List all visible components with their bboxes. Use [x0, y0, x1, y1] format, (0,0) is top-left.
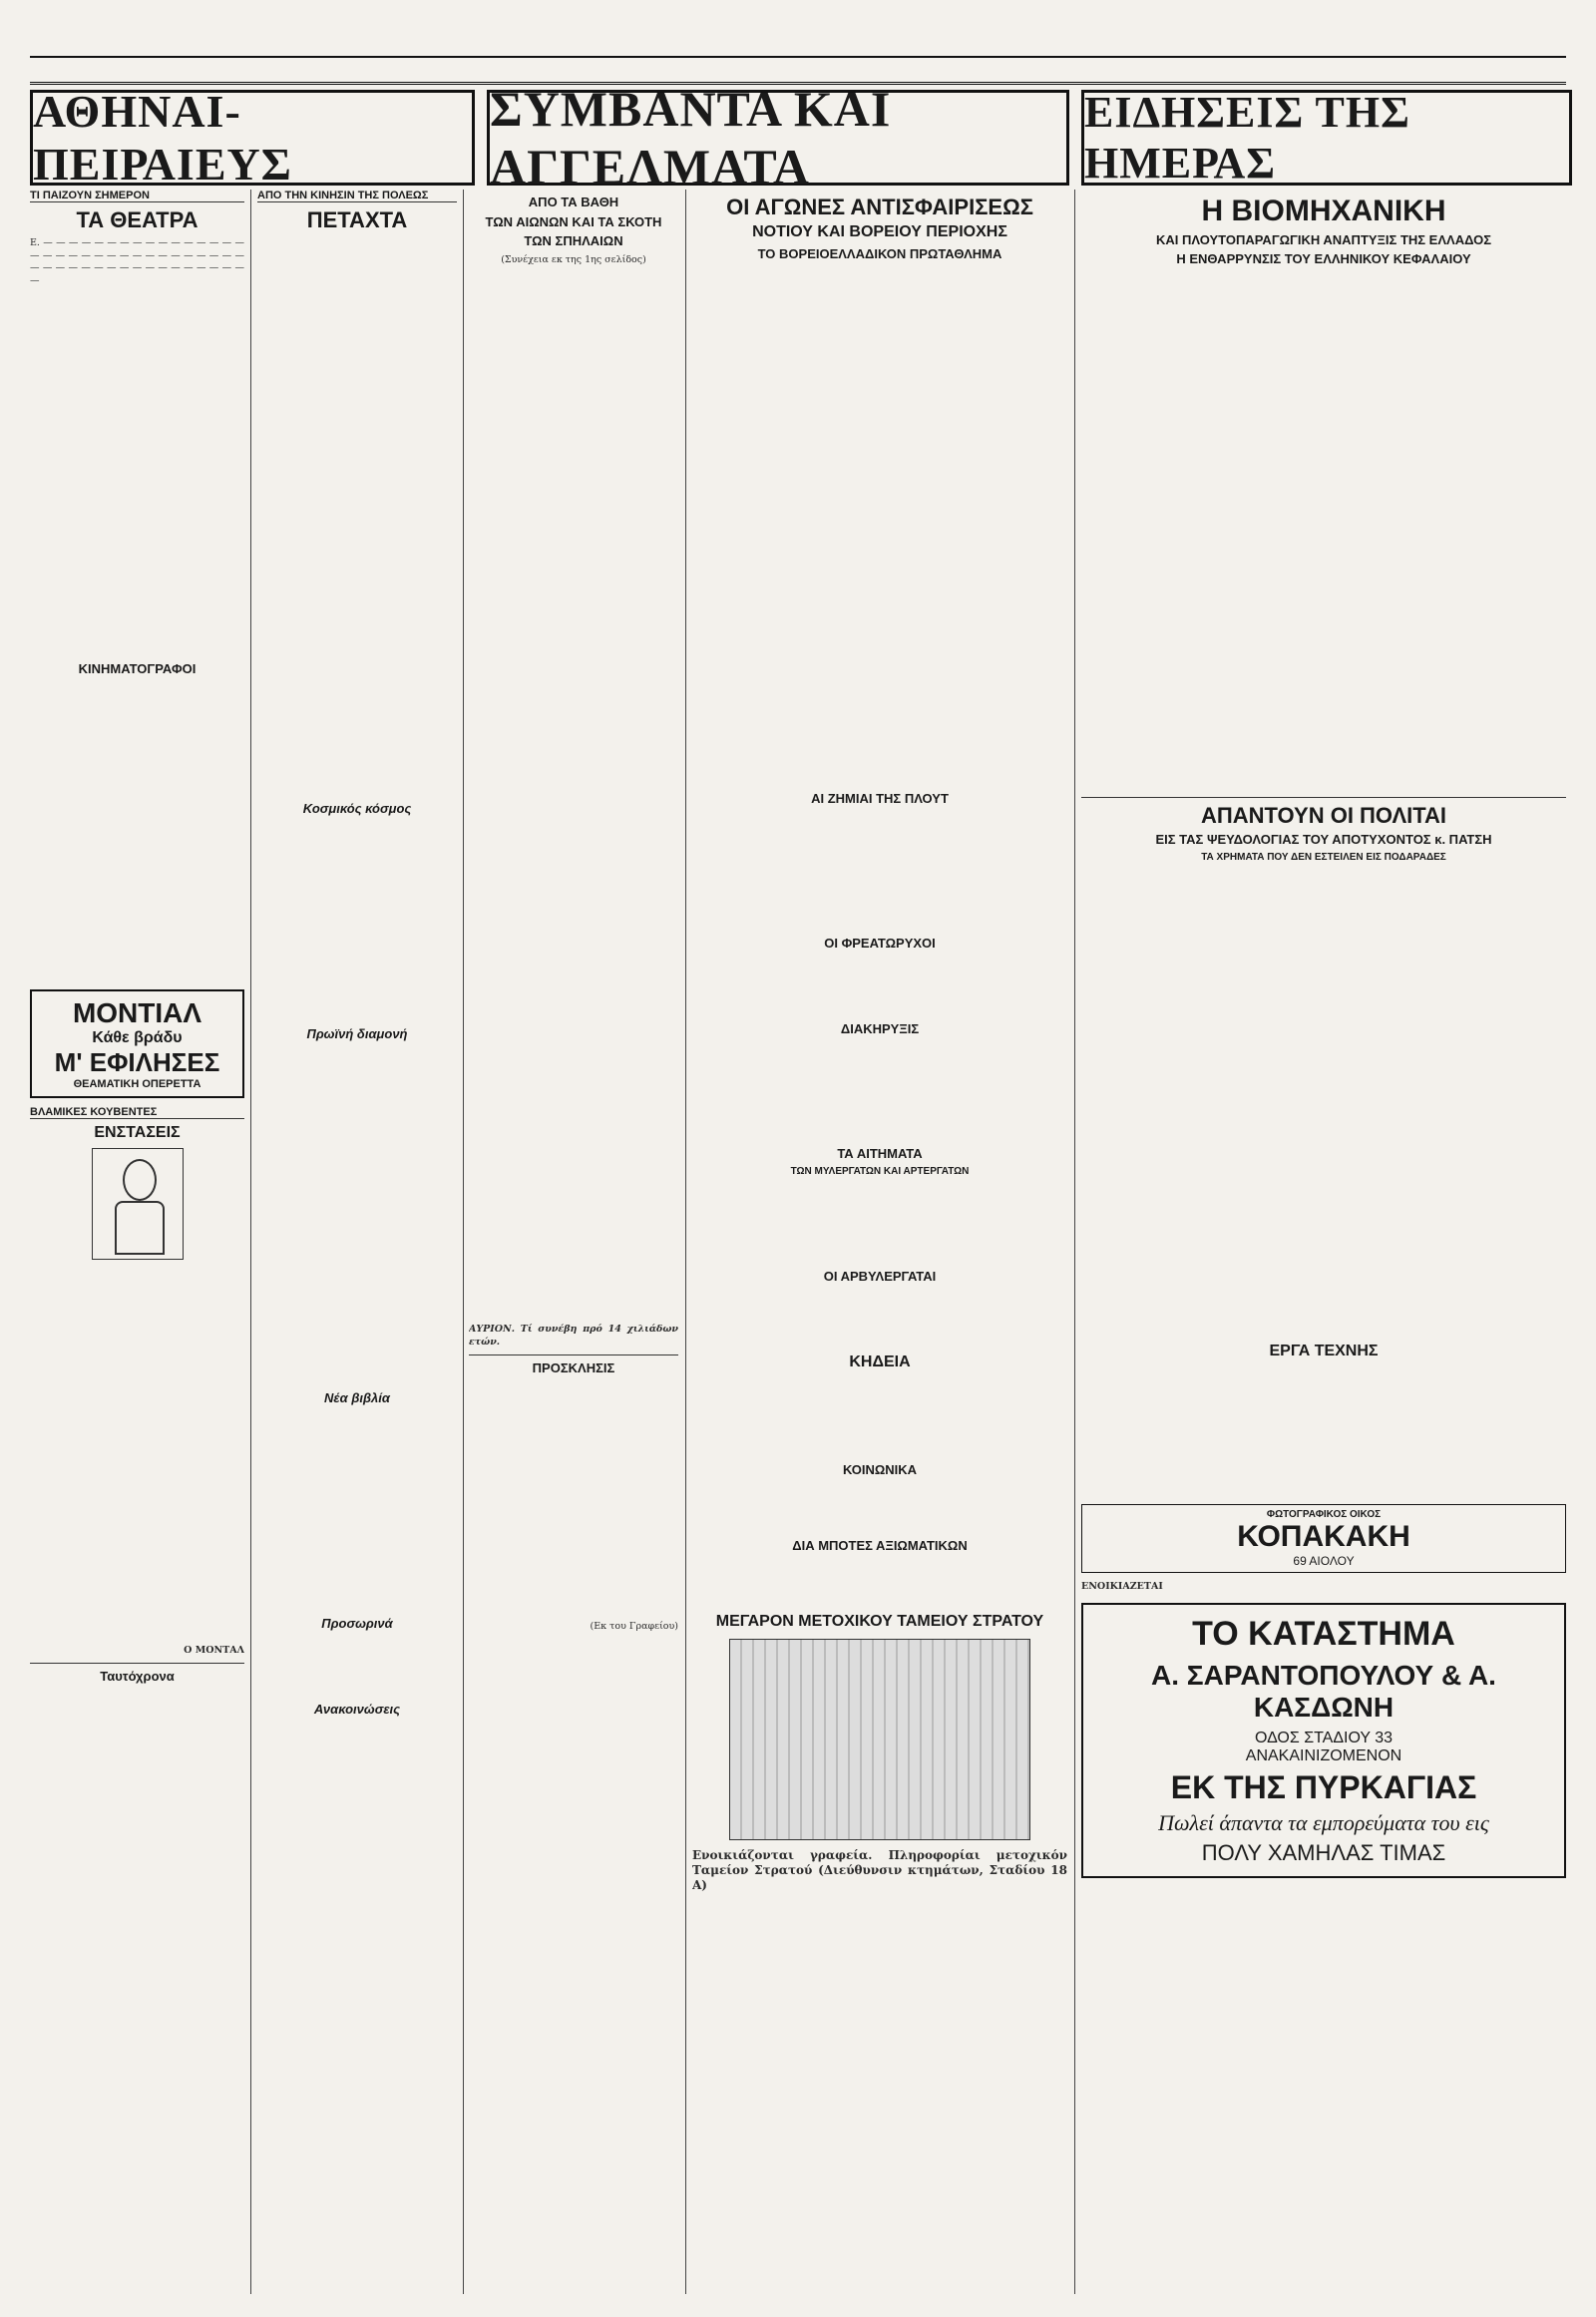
cartoon-illustration: [92, 1148, 184, 1260]
cinema-title: ΚΙΝΗΜΑΤΟΓΡΑΦΟΙ: [78, 661, 197, 677]
article-text: [30, 1266, 244, 1645]
headline: ΟΙ ΑΓΩΝΕΣ ΑΝΤΙΣΦΑΙΡΙΣΕΩΣ: [726, 194, 1033, 219]
article-text: [257, 822, 457, 1021]
article-text: [257, 1046, 457, 1385]
kicker: ΤΙ ΠΑΙΖΟΥΝ ΣΗΜΕΡΟΝ: [30, 190, 244, 202]
section-title: ΠΕΤΑΧΤΑ: [306, 207, 408, 232]
article-text: [692, 1558, 1067, 1608]
masthead-athens: ΑΘΗΝΑΙ-ΠΕΙΡΑΙΕΥΣ: [30, 90, 475, 186]
masthead-news: ΕΙΔΗΣΕΙΣ ΤΗΣ ΗΜΕΡΑΣ: [1081, 90, 1572, 186]
store-advertisement: ΤΟ ΚΑΤΑΣΤΗΜΑ Α. ΣΑΡΑΝΤΟΠΟΥΛΟΥ & Α. ΚΑΣΔΩΝΗ ΟΔΟΣ ΣΤΑΔΙΟΥ 33 ΑΝΑΚΑΙΝΙΖΟΜΕΝΟΝ ΕΚ ΤΗΣ ΠΥΡΚΑΓΙΑΣ Πωλεί άπαντα τα εμπορεύματα του εις ΠΟΛΥ ΧΑΜΗΛΑΣ ΤΙΜΑΣ: [1081, 1603, 1566, 1878]
article-text: [257, 1722, 457, 1981]
column-sports: ΟΙ ΑΓΩΝΕΣ ΑΝΤΙΣΦΑΙΡΙΣΕΩΣ ΝΟΤΙΟΥ ΚΑΙ ΒΟΡΕΙΟΥ ΠΕΡΙΟΧΗΣ ΤΟ ΒΟΡΕΙΟΕΛΛΑΔΙΚΟΝ ΠΡΩΤΑΘΛΗΜΑ ΑΙ ΖΗΜΙΑΙ ΤΗΣ ΠΛΟΥΤ ΟΙ ΦΡΕΑΤΩΡΥΧΟΙ ΔΙΑΚΗΡΥΞΙΣ ΤΑ ΑΙΤΗΜΑΤΑ ΤΩΝ ΜΥΛΕΡΓΑΤΩΝ ΚΑΙ ΑΡΤΕΡΓΑΤΩΝ ΟΙ ΑΡΒΥΛΕΡΓΑΤΑΙ ΚΗΔΕΙΑ ΚΟΙΝΩΝΙΚΑ ΔΙΑ ΜΠΟΤΕΣ ΑΞΙΩΜΑΤΙΚΩΝ ΜΕΓΑΡΟΝ ΜΕΤΟΧΙΚΟΥ ΤΑΜΕΙΟΥ ΣΤΡΑΤΟΥ Ενοικιάζονται γραφεία. Πληροφορίαι μετοχικόν Ταμείον Στρατού (Διεύθυνσιν κτημάτων, Σταδίου 18 Α): [692, 194, 1067, 1893]
signature: Ο ΜΟΝΤΑΛ: [184, 1644, 244, 1656]
headline: Η ΒΙΟΜΗΧΑΝΙΚΗ: [1201, 194, 1446, 227]
article-text: [257, 237, 457, 796]
newspaper-page: [30, 40, 1566, 2304]
article-text: [692, 811, 1067, 931]
listing-text: Ε. — — — — — — — — — — — — — — — — — — — — — — — — — — — — — — — — — — — — — — — — — — — — — — — — — — —: [30, 237, 244, 286]
column-petahta: ΑΠΟ ΤΗΝ ΚΙΝΗΣΙΝ ΤΗΣ ΠΟΛΕΩΣ ΠΕΤΑΧΤΑ Κοσμικός κόσμος Πρωϊνή διαμονή Νέα βιβλία Προσωρινά Ανακοινώσεις: [257, 190, 457, 2294]
article-text: [257, 1411, 457, 1611]
article-text: [692, 267, 1067, 786]
article-text: [469, 1381, 678, 1621]
column-industry: Η ΒΙΟΜΗΧΑΝΙΚΗ ΚΑΙ ΠΛΟΥΤΟΠΑΡΑΓΩΓΙΚΗ ΑΝΑΠΤΥΞΙΣ ΤΗΣ ΕΛΛΑΔΟΣ Η ΕΝΘΑΡΡΥΝΣΙΣ ΤΟΥ ΕΛΛΗΝΙΚΟΥ ΚΕΦΑΛΑΙΟΥ ΑΠΑΝΤΟΥΝ ΟΙ ΠΟΛΙΤΑΙ ΕΙΣ ΤΑΣ ΨΕΥΔΟΛΟΓΙΑΣ ΤΟΥ ΑΠΟΤΥΧΟΝΤΟΣ κ. ΠΑΤΣΗ ΤΑ ΧΡΗΜΑΤΑ ΠΟΥ ΔΕΝ ΕΣΤΕΙΛΕΝ ΕΙΣ ΠΟΔΑΡΑΔΕΣ ΕΡΓΑ ΤΕΧΝΗΣ ΦΩΤΟΓΡΑΦΙΚΟΣ ΟΙΚΟΣ ΚΟΠΑΚΑΚΗ 69 ΑΙΟΛΟΥ ΕΝΟΙΚΙΑΖΕΤΑΙ ΤΟ ΚΑΤΑΣΤΗΜΑ Α. ΣΑΡΑΝΤΟΠΟΥΛΟΥ & Α. ΚΑΣΔΩΝΗ ΟΔΟΣ ΣΤΑΔΙΟΥ 33 ΑΝΑΚΑΙΝΙΖΟΜΕΝΟΝ ΕΚ ΤΗΣ ΠΥΡΚΑΓΙΑΣ Πωλεί άπαντα τα εμπορεύματα του εις ΠΟΛΥ ΧΑΜΗΛΑΣ ΤΙΜΑΣ: [1081, 190, 1566, 2294]
building-illustration: [729, 1639, 1030, 1840]
article-text: [469, 266, 678, 1324]
article-text: [692, 1041, 1067, 1141]
article-text: [692, 1289, 1067, 1349]
article-text: [30, 1690, 244, 2109]
article-text: [1081, 869, 1566, 1338]
building-title: ΜΕΓΑΡΟΝ ΜΕΤΟΧΙΚΟΥ ΤΑΜΕΙΟΥ ΣΤΡΑΤΟΥ: [715, 1613, 1044, 1631]
article-text: [1081, 272, 1566, 791]
article-text: [692, 1377, 1067, 1457]
montial-box: ΜΟΝΤΙΑΛ Κάθε βράδυ Μ' ΕΦΙΛΗΣΕΣ ΘΕΑΜΑΤΙΚΗ ΟΠΕΡΕΤΤΑ: [30, 989, 244, 1098]
photo-studio-ad: ΦΩΤΟΓΡΑΦΙΚΟΣ ΟΙΚΟΣ ΚΟΠΑΚΑΚΗ 69 ΑΙΟΛΟΥ: [1081, 1504, 1566, 1573]
article-text: [692, 957, 1067, 1016]
section-title: ΕΝΣΤΑΣΕΙΣ: [94, 1123, 181, 1141]
masthead-events: ΣΥΜΒΑΝΤΑ ΚΑΙ ΑΓΓΕΛΜΑΤΑ: [487, 90, 1069, 186]
headline: ΑΠΑΝΤΟΥΝ ΟΙ ΠΟΛΙΤΑΙ: [1200, 802, 1447, 828]
article-text: [692, 1483, 1067, 1533]
section-title: ΤΑ ΘΕΑΤΡΑ: [76, 207, 199, 232]
cinema-listing: [30, 682, 244, 981]
top-rule: [30, 40, 1566, 85]
article-text: [257, 1637, 457, 1697]
article-text: [1081, 1366, 1566, 1496]
article-text: [692, 1184, 1067, 1264]
column-theatres: ΤΙ ΠΑΙΖΟΥΝ ΣΗΜΕΡΟΝ ΤΑ ΘΕΑΤΡΑ Ε. — — — — — — — — — — — — — — — — — — — — — — — — — — — — — — — — — — — — — — — — — — — — — — — — — — — ΚΙΝΗΜΑΤΟΓΡΑΦΟΙ ΜΟΝΤΙΑΛ Κάθε βράδυ Μ' ΕΦΙΛΗΣΕΣ ΘΕΑΜΑΤΙΚΗ ΟΠΕΡΕΤΤΑ ΒΛΑΜΙΚΕΣ ΚΟΥΒΕΝΤΕΣ ΕΝΣΤΑΣΕΙΣ Ο ΜΟΝΤΑΛ Ταυτόχρονα: [30, 190, 244, 2294]
column-caves: ΑΠΟ ΤΑ ΒΑΘΗ ΤΩΝ ΑΙΩΝΩΝ ΚΑΙ ΤΑ ΣΚΟΤΗ ΤΩΝ ΣΠΗΛΑΙΩΝ (Συνέχεια εκ της 1ης σελίδος) ΑΥΡΙΟΝ. Τί συνέβη πρό 14 χιλιάδων ετών. ΠΡΟΣΚΛΗΣΙΣ (Εκ του Γραφείου): [469, 194, 678, 1633]
